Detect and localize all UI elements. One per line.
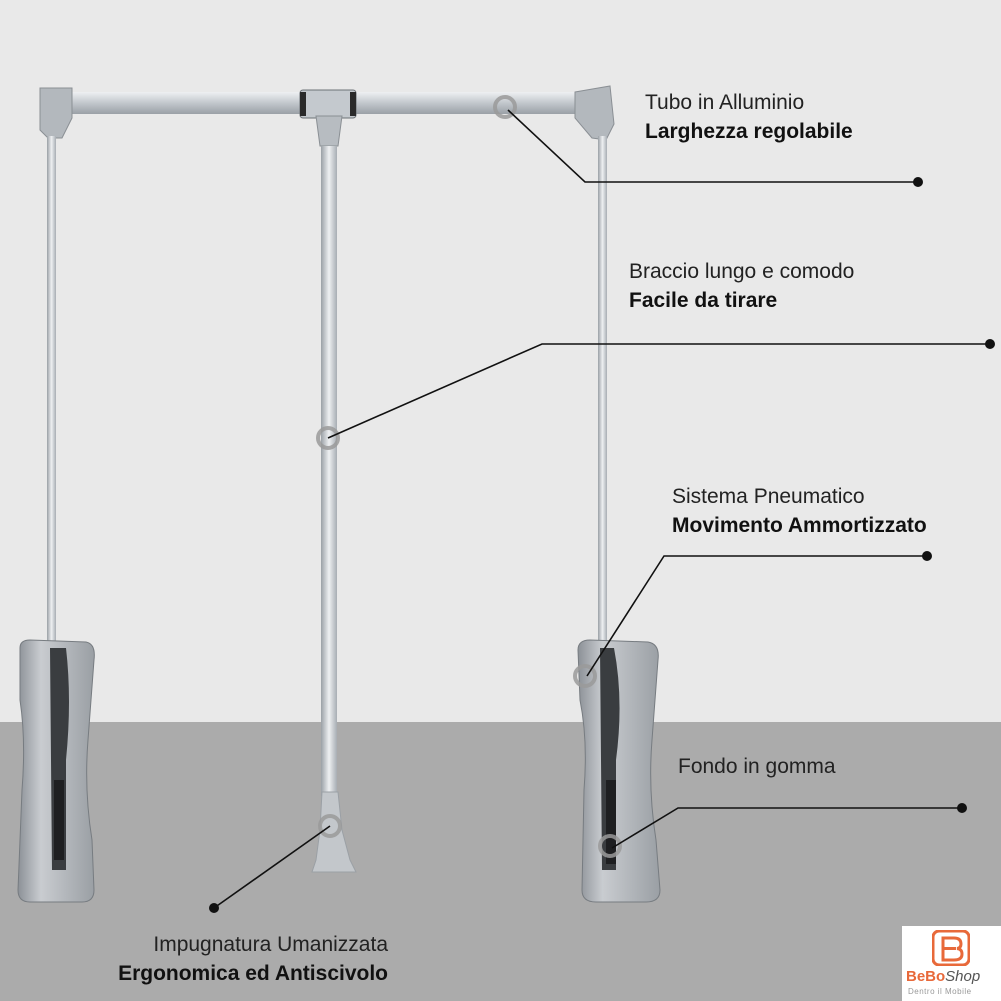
leader-dot-arm bbox=[985, 339, 995, 349]
callout-pneumatic-subtitle: Movimento Ammortizzato bbox=[672, 514, 927, 537]
callout-arm bbox=[629, 257, 854, 315]
callout-arm-title: Braccio lungo e comodo bbox=[629, 260, 855, 283]
callout-handle-subtitle: Ergonomica ed Antiscivolo bbox=[118, 962, 388, 985]
leader-line-arm bbox=[328, 344, 990, 438]
logo-wordmark bbox=[906, 968, 980, 985]
callout-top-tube-title: Tubo in Alluminio bbox=[645, 91, 805, 114]
callout-pneumatic bbox=[672, 482, 927, 540]
logo-name-part1: BeBo bbox=[906, 968, 946, 985]
logo-tagline: Dentro il Mobile bbox=[908, 987, 972, 996]
center-pull-arm bbox=[321, 146, 337, 796]
leader-dot-pneumatic bbox=[922, 551, 932, 561]
logo-b-icon bbox=[932, 930, 970, 966]
leader-dot-rubber bbox=[957, 803, 967, 813]
logo-name-part2: Shop bbox=[945, 968, 981, 985]
center-joint bbox=[300, 90, 356, 118]
callout-top-tube bbox=[645, 88, 853, 146]
right-side-rod bbox=[598, 136, 607, 656]
left-end-cap bbox=[40, 88, 72, 138]
right-end-cap bbox=[575, 86, 614, 140]
ergonomic-handle bbox=[312, 792, 356, 872]
leader-dot-tube bbox=[913, 177, 923, 187]
callout-arm-subtitle: Facile da tirare bbox=[629, 289, 778, 312]
callout-handle bbox=[82, 930, 388, 988]
callout-rubber-base bbox=[678, 752, 836, 781]
left-side-rod bbox=[47, 136, 56, 656]
callout-top-tube-subtitle: Larghezza regolabile bbox=[645, 120, 853, 143]
callout-pneumatic-title: Sistema Pneumatico bbox=[672, 485, 865, 508]
leader-line-handle bbox=[214, 826, 330, 908]
callout-rubber-base-title: Fondo in gomma bbox=[678, 755, 836, 778]
left-pneumatic-housing bbox=[18, 640, 94, 902]
right-pneumatic-housing bbox=[578, 640, 660, 902]
bebo-shop-logo bbox=[902, 926, 1001, 1001]
leader-line-rubber bbox=[612, 808, 962, 848]
leader-dot-handle bbox=[209, 903, 219, 913]
callout-handle-title: Impugnatura Umanizzata bbox=[153, 933, 388, 956]
